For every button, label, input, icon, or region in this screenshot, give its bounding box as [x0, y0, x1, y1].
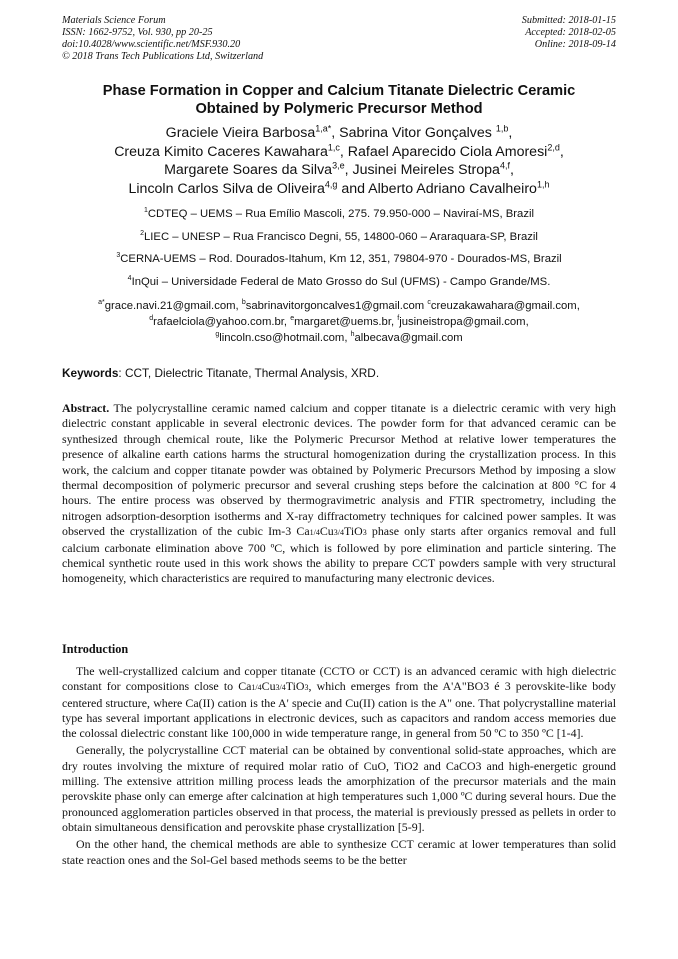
- formula-subscript: 3: [362, 528, 367, 538]
- paper-title: [62, 82, 616, 118]
- author-name: Margarete Soares da Silva: [164, 162, 333, 179]
- author-affil-mark: 4,f: [499, 160, 510, 171]
- formula-subscript: 1/4: [251, 683, 262, 693]
- author-name: Sabrina Vitor Gonçalves: [339, 125, 496, 141]
- affiliation: [62, 229, 616, 252]
- abstract-text: phase only starts after organics removal and full calcium carbonate elimination above 700 ºC, which is followed by pore elimination and particle sintering. The chemical synthetic route used in this work shows the ability to prepare CCT powders sample with very structural homogeneity, which characteristics are required to manufacturing many electronic devices.: [62, 524, 616, 586]
- body-paragraph: Generally, the polycrystalline CCT material can be obtained by conventional solid-state approaches, which are dry routes involving the mixture of required molar ratio of CuO, TiO2 and CaCO3 and high-energetic ground milling. The extensive attrition milling process leads the amorphization of the precursor materials and the main perovskite phase only can emerge after calcination at high temperatures such 1,000 ºC during several hours. Due the pronounced agglomeration particles observed in that process, the material is previously pressed as pellets in order to obtain simultaneous densification and perovskite phase crystallization [5-9].: [62, 743, 616, 834]
- author-name: Graciele Vieira Barbosa: [165, 125, 316, 141]
- affiliation-text: LIEC – UNESP – Rua Francisco Degni, 55, 14800-060 – Araraquara-SP, Brazil: [143, 230, 538, 243]
- email-list: [62, 298, 616, 346]
- introduction-body: [62, 664, 616, 870]
- affiliation-list: [62, 206, 616, 296]
- author-name: Alberto Adriano Cavalheiro: [368, 180, 537, 197]
- author-affil-mark: 1,b: [495, 123, 509, 134]
- title-line: Obtained by Polymeric Precursor Method: [195, 101, 483, 117]
- email-address[interactable]: creuzakawahara@gmail.com,: [430, 300, 580, 312]
- email-mark: d: [149, 315, 154, 323]
- formula-text: Cu: [261, 679, 276, 694]
- abstract-paragraph: [62, 401, 616, 587]
- formula-text: Cu: [319, 524, 334, 539]
- email-mark: g: [215, 331, 220, 339]
- journal-issn: ISSN: 1662-9752, Vol. 930, pp 20-25: [62, 27, 213, 38]
- author-separator: ,: [344, 162, 353, 179]
- email-address[interactable]: grace.navi.21@gmail.com,: [104, 300, 242, 312]
- abstract: [62, 401, 616, 587]
- section-heading-introduction: Introduction: [62, 642, 129, 656]
- author-affil-mark: 4,g: [324, 179, 338, 190]
- email-address[interactable]: sabrinavitorgoncalves1@gmail.com: [245, 300, 428, 312]
- author-separator: ,: [509, 162, 514, 179]
- journal-info: [62, 15, 263, 63]
- affiliation: [62, 251, 616, 274]
- formula-text: TiO: [285, 679, 305, 694]
- formula-subscript: 1/4: [309, 528, 320, 538]
- submitted-date: Submitted: 2018-01-15: [521, 15, 616, 26]
- email-address[interactable]: margaret@uems.br,: [294, 316, 398, 328]
- keywords-label: Keywords: [62, 366, 119, 380]
- formula-subscript: 3: [304, 683, 309, 693]
- email-mark: h: [350, 331, 355, 339]
- email-address[interactable]: albecava@gmail.com: [354, 332, 463, 344]
- author-name: Lincoln Carlos Silva de Oliveira: [128, 180, 325, 197]
- author-list: [62, 124, 616, 198]
- author-name: Jusinei Meireles Stropa: [352, 162, 500, 179]
- formula-subscript: 3/4: [333, 528, 344, 538]
- affiliation-mark: 4: [127, 274, 132, 282]
- paragraph-text: , which emerges from the A'A"BO3 é 3 perovskite-like body centered structure, where Ca(II) cation is the A' specie and Cu(II) cation is the A" one. That polycrystalline material type has several important applications in electronic devices, such as capacitors and random access memories due the colossal dielectric constant like 100,000 in wide temperature range, in general from 50 ºC to 350 ºC [1-4].: [62, 679, 616, 741]
- author-separator: ,: [339, 143, 348, 160]
- email-mark: c: [427, 299, 431, 307]
- journal-name: Materials Science Forum: [62, 15, 166, 26]
- formula-text: TiO: [343, 524, 363, 539]
- abstract-text: The polycrystalline ceramic named calcium and copper titanate is a dielectric ceramic with very high dielectric constant applicable in several electronic devices. The powder form for that advanced ceramic can be synthesized through chemical route, like the Polymeric Precursor Method at relative lower temperatures the presence of alkaline earth cations harms the structural homogenization during the crystallization process. In this work, the calcium and copper titanate powder was obtained by Polymeric Precursors Method by imposing a slow thermal decomposition of polymeric precursor and several crushing steps before the calcination at 800 °C for 4 hours. The entire process was observed by thermogravimetric analysis and FTIR spectrometry, including the nitrogen adsorption-desorption isotherms and X-ray diffractometry techniques for calcined power samples. It was observed the crystallization of the cubic Im-3 Ca: [62, 401, 616, 539]
- author-name: Creuza Kimito Caceres Kawahara: [114, 143, 328, 160]
- author-separator: ,: [559, 143, 564, 160]
- affiliation-mark: 3: [116, 252, 121, 260]
- body-paragraph: On the other hand, the chemical methods are able to synthesize CCT ceramic at lower temperatures than solid state reaction ones and the Sol-Gel based methods seems to be the better: [62, 837, 616, 867]
- email-mark: b: [241, 299, 246, 307]
- author-affil-mark: 1,c: [327, 141, 340, 152]
- author-separator: ,: [508, 125, 513, 141]
- author-affil-mark: 3,e: [332, 160, 345, 171]
- title-line: Phase Formation in Copper and Calcium Titanate Dielectric Ceramic: [102, 83, 576, 99]
- affiliation-text: CERNA-UEMS – Rod. Dourados-Itahum, Km 12, 351, 79804-970 - Dourados-MS, Brazil: [120, 253, 562, 265]
- author-separator: ,: [331, 125, 340, 141]
- author-affil-mark: 1,h: [536, 179, 550, 190]
- affiliation-mark: 1: [143, 207, 148, 215]
- paragraph-text: The well-crystallized calcium and copper titanate (CCTO or CCT) is an advanced ceramic with high dielectric constant for compositions close to Ca: [62, 664, 616, 694]
- author-separator: and: [337, 180, 369, 197]
- author-affil-mark: 2,d: [547, 141, 560, 152]
- author-name: Rafael Aparecido Ciola Amoresi: [347, 143, 548, 160]
- email-mark: e: [290, 315, 295, 323]
- author-affil-mark: 1,a*: [315, 123, 332, 134]
- online-date: Online: 2018-09-14: [534, 39, 616, 50]
- journal-header: [62, 15, 616, 65]
- email-mark: f: [397, 315, 400, 323]
- affiliation-text: CDTEQ – UEMS – Rua Emílio Mascoli, 275. 79.950-000 – Naviraí-MS, Brazil: [147, 208, 535, 220]
- email-mark: a*: [98, 299, 105, 307]
- affiliation-mark: 2: [140, 229, 144, 237]
- abstract-label: Abstract.: [62, 401, 110, 415]
- email-address[interactable]: jusineistropa@gmail.com,: [399, 316, 529, 328]
- affiliation: [62, 274, 616, 297]
- submission-dates: [522, 15, 616, 51]
- email-address[interactable]: rafaelciola@yahoo.com.br,: [153, 316, 291, 328]
- body-paragraph: [62, 664, 616, 741]
- accepted-date: Accepted: 2018-02-05: [525, 27, 616, 38]
- journal-doi: doi:10.4028/www.scientific.net/MSF.930.20: [62, 39, 241, 50]
- keywords-text: : CCT, Dielectric Titanate, Thermal Analysis, XRD.: [118, 366, 380, 380]
- affiliation-text: InQui – Universidade Federal de Mato Grosso do Sul (UFMS) - Campo Grande/MS.: [131, 275, 551, 288]
- email-address[interactable]: lincoln.cso@hotmail.com,: [219, 332, 351, 344]
- formula-subscript: 3/4: [275, 683, 286, 693]
- journal-copyright: © 2018 Trans Tech Publications Ltd, Switzerland: [62, 51, 264, 62]
- affiliation: [62, 206, 616, 229]
- keywords: [62, 366, 616, 380]
